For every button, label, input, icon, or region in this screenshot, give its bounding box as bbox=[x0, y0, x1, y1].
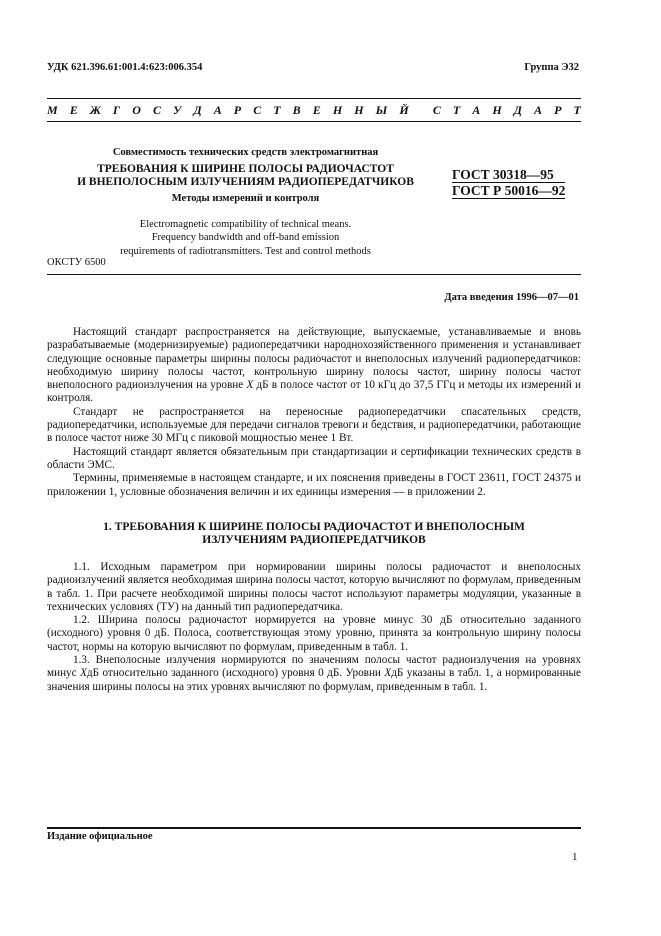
banner-letter: Р bbox=[554, 103, 562, 117]
section-1-body bbox=[47, 561, 581, 694]
banner-letter: Т bbox=[573, 103, 581, 117]
banner-top-rule bbox=[47, 98, 581, 99]
gost-numbers bbox=[452, 167, 565, 199]
english-line-1: Electromagnetic compatibility of technical means. bbox=[139, 219, 352, 230]
banner-letter: Н bbox=[492, 103, 502, 117]
banner-letter: С bbox=[253, 103, 262, 117]
banner-letter: Г bbox=[112, 103, 121, 117]
section-1-heading bbox=[47, 521, 581, 547]
banner-letter: О bbox=[132, 103, 141, 117]
clause-1-3: 1.3. Внеполосные излучения нормируются по значениям полосы частот радиоизлучения на уровнях минус XдБ относительно заданного (исходного) уровня 0 дБ. Уровни XдБ указаны в табл. 1, а нормированные значения ширины полосы на этих уровнях вычисляют по формулам, приведенным в табл. 1. bbox=[47, 654, 581, 693]
footer-rule bbox=[47, 827, 581, 829]
banner-letter: Р bbox=[233, 103, 242, 117]
clause-1-1: 1.1. Исходным параметром при нормировании ширины полосы радиочастот и внеполосных радиоизлучений является необходимая ширина полосы частот, которую вычисляют по формулам, приведенным в табл. 1. При расчете необходимой ширины полосы частот используют параметры модуляции, указанные в технических условиях (ТУ) на данный тип радиопередатчика. bbox=[47, 561, 581, 613]
section-1-heading-line-1: 1. ТРЕБОВАНИЯ К ШИРИНЕ ПОЛОСЫ РАДИОЧАСТОТ И ВНЕПОЛОСНЫМ bbox=[103, 521, 525, 533]
banner-letter: Е bbox=[312, 103, 321, 117]
intro-paragraph-2: Стандарт не распространяется на переносные радиопередатчики спасательных средств, радиопередатчики, используемые для передачи сигналов тревоги и бедствия, и радиопередатчики, работающие в полосе частот ниже 30 МГц с пиковой мощностью менее 1 Вт. bbox=[47, 405, 581, 445]
edition-note: Издание официальное bbox=[47, 831, 153, 842]
gost-number-2: ГОСТ Р 50016—92 bbox=[452, 183, 566, 198]
banner-letter: Т bbox=[273, 103, 281, 117]
methods-subtitle: Методы измерений и контроля bbox=[171, 193, 320, 204]
compat-subtitle: Совместимость технических средств электромагнитная bbox=[112, 147, 379, 158]
banner-letter: Н bbox=[354, 103, 364, 117]
english-title bbox=[47, 218, 444, 258]
gost-number-1: ГОСТ 30318—95 bbox=[452, 167, 565, 183]
banner-bottom-rule bbox=[47, 121, 581, 122]
clause-1-2: 1.2. Ширина полосы радиочастот нормируется на уровне минус 30 дБ относительно заданного (исходного) уровня 0 дБ. Полоса, соответствующая этому уровню, принята за контрольную ширину полосы частот, нормы на которую вычисляют по формулам, приведенным в табл. 1. bbox=[47, 614, 581, 653]
banner-letter: Н bbox=[332, 103, 343, 117]
banner-letter: Д bbox=[513, 103, 522, 117]
standard-banner bbox=[47, 103, 581, 118]
banner-letter: В bbox=[292, 103, 301, 117]
banner-letter: С bbox=[432, 103, 441, 117]
banner-letter: Т bbox=[452, 103, 461, 117]
title-line-1: ТРЕБОВАНИЯ К ШИРИНЕ ПОЛОСЫ РАДИОЧАСТОТ bbox=[97, 163, 394, 175]
udk-code: УДК 621.396.61:001.4:623:006.354 bbox=[47, 62, 203, 73]
banner-letter: С bbox=[152, 103, 161, 117]
banner-letter: Д bbox=[193, 103, 202, 117]
intro-paragraph-4: Термины, применяемые в настоящем стандарте, и их пояснения приведены в ГОСТ 23611, ГОСТ 24375 и приложении 1, условные обозначения величин и их единицы измерения — в приложении 2. bbox=[47, 472, 581, 498]
banner-letter: Ж bbox=[89, 103, 101, 117]
banner-letter: А bbox=[213, 103, 222, 117]
document-title bbox=[47, 163, 444, 189]
okstu-rule bbox=[47, 274, 581, 275]
english-line-3: requirements of radiotransmitters. Test and control methods bbox=[120, 245, 371, 257]
banner-letter: А bbox=[472, 103, 481, 117]
title-line-2: И ВНЕПОЛОСНЫМ ИЗЛУЧЕНИЯМ РАДИОПЕРЕДАТЧИКОВ bbox=[77, 176, 414, 188]
group-code: Группа Э32 bbox=[524, 62, 579, 73]
intro-paragraph-3: Настоящий стандарт является обязательным при стандартизации и сертификации технических средств в области ЭМС. bbox=[47, 445, 581, 471]
banner-letter: Е bbox=[69, 103, 78, 117]
banner-letter: Й bbox=[399, 103, 409, 117]
page-number: 1 bbox=[572, 851, 578, 863]
intro-section bbox=[47, 326, 581, 499]
banner-letter: М bbox=[47, 103, 58, 117]
banner-letter: Ы bbox=[375, 103, 388, 117]
intro-paragraph-1: Настоящий стандарт распространяется на действующие, выпускаемые, устанавливаемые и вновь разрабатываемые (модернизируемые) радиопередатчики народнохозяйственного применения и устанавливает следующие основные параметры ширины полосы радиочастот и внеполосных излучений радиопередатчиков: необходимую ширину полосы частот, контрольную ширину полосы частот, ширину полосы частот внеполосного радиоизлучения на уровне X дБ в полосе частот от 10 кГц до 37,5 ГГц и методы их измерений и контроля. bbox=[47, 326, 582, 405]
banner-letter: А bbox=[534, 103, 543, 117]
section-1-heading-line-2: ИЗЛУЧЕНИЯМ РАДИОПЕРЕДАТЧИКОВ bbox=[202, 534, 426, 546]
banner-letter: У bbox=[173, 103, 182, 117]
introduction-date: Дата введения 1996—07—01 bbox=[444, 292, 579, 303]
okstu-code: ОКСТУ 6500 bbox=[47, 257, 106, 268]
english-line-2: Frequency bandwidth and off-band emission bbox=[151, 232, 340, 244]
